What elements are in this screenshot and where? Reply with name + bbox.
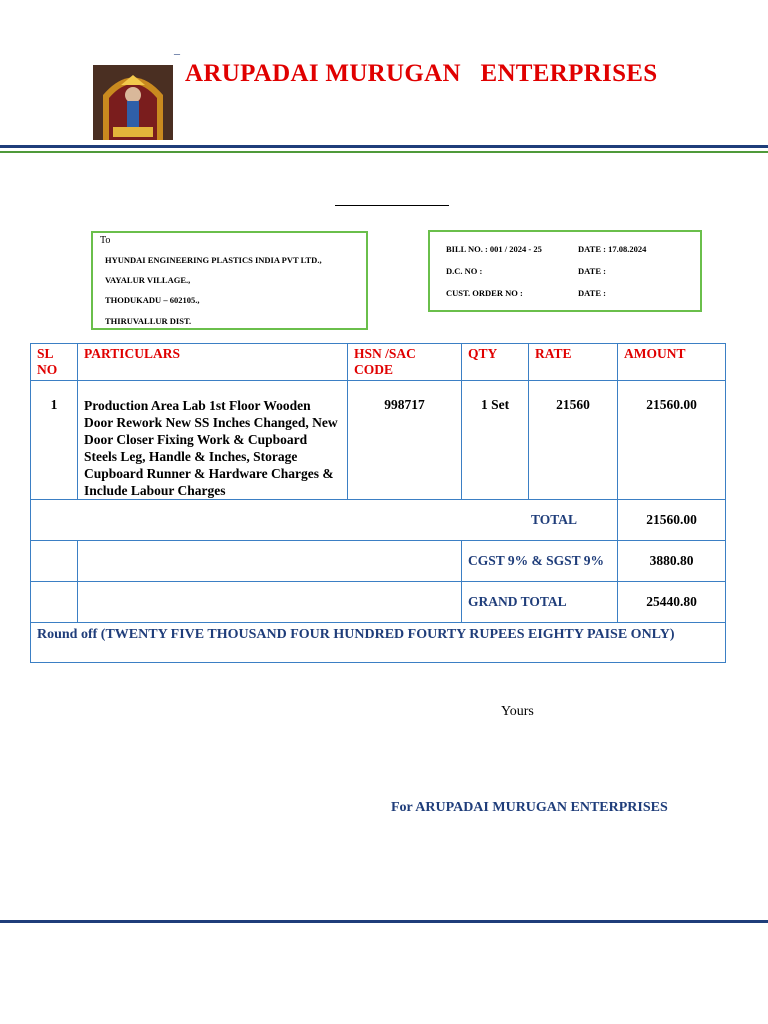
row-qty: 1 Set: [462, 381, 529, 500]
row-hsn: 998717: [348, 381, 462, 500]
tax-label: CGST 9% & SGST 9%: [462, 541, 618, 582]
round-off-text: Round off (TWENTY FIVE THOUSAND FOUR HUNDRED FOURTY RUPEES EIGHTY PAISE ONLY): [31, 623, 726, 663]
row-amount: 21560.00: [618, 381, 726, 500]
title-underline: [335, 205, 449, 206]
row-sl: 1: [31, 381, 78, 500]
tax-spacer-cell: [78, 541, 462, 582]
header-particulars: PARTICULARS: [78, 344, 348, 381]
recipient-box: [91, 231, 368, 330]
footer-divider: [0, 920, 768, 923]
bill-date-value: 17.08.2024: [608, 244, 647, 254]
header-qty: QTY: [462, 344, 529, 381]
header-sl-no: SL NO: [31, 344, 78, 381]
bill-date-label: DATE :: [578, 244, 606, 254]
header-divider-green: [0, 151, 768, 153]
table-header-row: [31, 344, 726, 381]
cust-order-date: DATE :: [578, 288, 606, 298]
grand-total-value: 25440.80: [618, 582, 726, 623]
tax-row: [31, 541, 726, 582]
grand-spacer-cell: [78, 582, 462, 623]
recipient-line: HYUNDAI ENGINEERING PLASTICS INDIA PVT LTD.,: [105, 255, 322, 265]
invoice-table: [30, 343, 726, 663]
recipient-line: THODUKADU – 602105.,: [105, 295, 200, 305]
bill-date: [578, 244, 646, 254]
dc-date: DATE :: [578, 266, 606, 276]
row-rate: 21560: [529, 381, 618, 500]
recipient-line: VAYALUR VILLAGE.,: [105, 275, 191, 285]
table-row: [31, 381, 726, 500]
tax-empty-cell: [31, 541, 78, 582]
header-hsn-code: HSN /SAC CODE: [348, 344, 462, 381]
bill-info-box: [428, 230, 702, 312]
header-amount: AMOUNT: [618, 344, 726, 381]
row-particulars: Production Area Lab 1st Floor Wooden Door Rework New SS Inches Changed, New Door Closer Fixing Work & Cupboard Steels Leg, Handle & Inches, Storage Cupboard Runner & Hardware Charges & Include Labour Charges: [78, 381, 348, 500]
cust-order-no: CUST. ORDER NO :: [446, 288, 523, 298]
total-value: 21560.00: [618, 500, 726, 541]
tax-value: 3880.80: [618, 541, 726, 582]
grand-empty-cell: [31, 582, 78, 623]
dc-no: D.C. NO :: [446, 266, 483, 276]
header-mark: _: [174, 42, 180, 56]
grand-total-label: GRAND TOTAL: [462, 582, 618, 623]
round-off-row: [31, 623, 726, 663]
total-row: [31, 500, 726, 541]
deity-logo-icon: [93, 65, 173, 140]
company-name: ARUPADAI MURUGAN ENTERPRISES: [185, 60, 658, 87]
to-label: To: [100, 235, 111, 246]
closing-text: Yours: [501, 704, 534, 719]
header-rate: RATE: [529, 344, 618, 381]
bill-no: BILL NO. : 001 / 2024 - 25: [446, 244, 542, 254]
signatory-line: For ARUPADAI MURUGAN ENTERPRISES: [391, 800, 668, 815]
recipient-line: THIRUVALLUR DIST.: [105, 316, 192, 326]
total-label: TOTAL: [31, 500, 618, 541]
header-divider-blue: [0, 145, 768, 148]
grand-total-row: [31, 582, 726, 623]
